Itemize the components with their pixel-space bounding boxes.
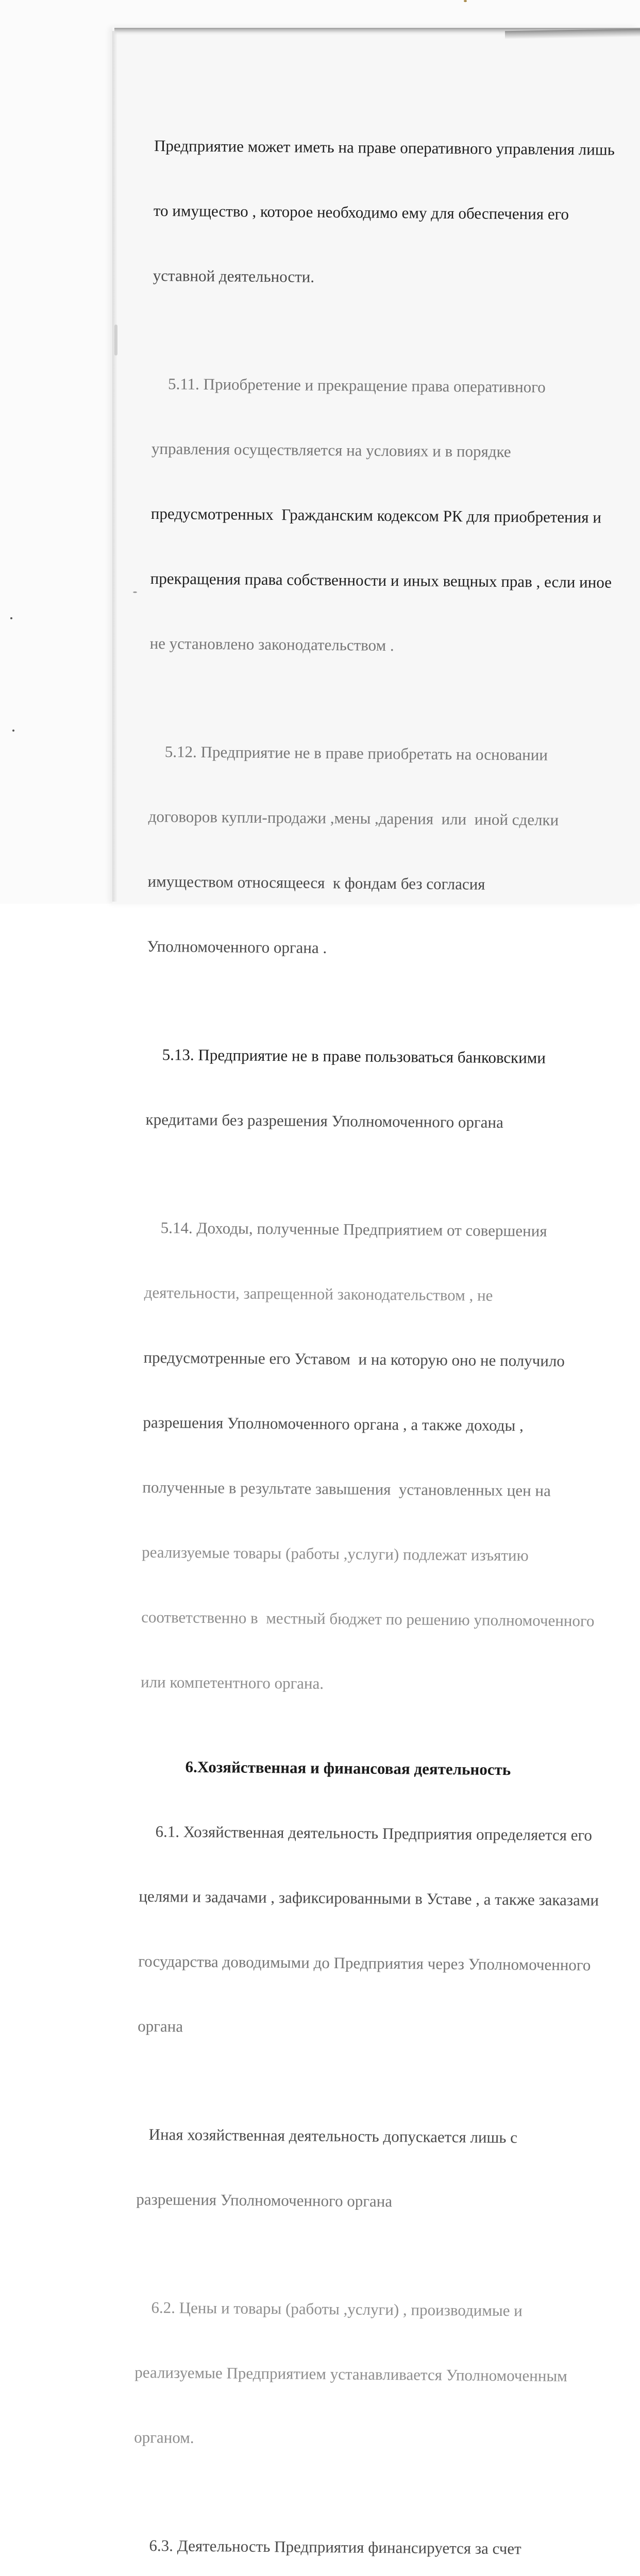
text-line: договоров купли-продажи ,мены ,дарения или иной сделки bbox=[148, 807, 559, 829]
scan-speck bbox=[133, 591, 137, 593]
paragraph-6-2 bbox=[133, 2253, 620, 2496]
paragraph-intro bbox=[153, 92, 639, 334]
text-line: деятельности, запрещенной законодательством , не bbox=[144, 1283, 493, 1304]
text-line: Иная хозяйственная деятельность допускается лишь с bbox=[137, 2125, 518, 2147]
text-line: не установлено законодательством . bbox=[149, 634, 394, 655]
paragraph-5-14 bbox=[140, 1174, 629, 1740]
text-line: 6.1. Хозяйственная деятельность Предприятия определяется его bbox=[139, 1822, 593, 1844]
text-line: то имущество , которое необходимо ему для обеспечения его bbox=[153, 201, 569, 224]
text-line: уставной деятельности. bbox=[153, 266, 315, 286]
text-line: прекращения права собственности и иных вещных прав , если иное bbox=[150, 569, 612, 591]
text-line: государства доводимыми до Предприятия через Уполномоченного bbox=[138, 1952, 591, 1974]
scan-speck bbox=[10, 617, 12, 619]
paragraph-5-11 bbox=[149, 330, 637, 702]
text-line: кредитами без разрешения Уполномоченного органа bbox=[145, 1110, 503, 1131]
text-line: 5.12. Предприятие не в праве приобретать на основании bbox=[148, 742, 548, 764]
text-line: 6.3. Деятельность Предприятия финансируется за счет bbox=[133, 2536, 521, 2558]
paragraph-6-1-other bbox=[136, 2080, 621, 2258]
text-line: органом. bbox=[134, 2428, 194, 2447]
text-line: 6.2. Цены и товары (работы ,услуги) , производимые и bbox=[135, 2298, 523, 2320]
paragraph-5-12 bbox=[147, 698, 634, 1005]
left-margin-mark bbox=[114, 325, 117, 355]
paragraph-6-3 bbox=[131, 2492, 618, 2576]
paragraph-6-1 bbox=[137, 1777, 624, 2084]
text-line: 5.11. Приобретение и прекращение права оперативного bbox=[151, 374, 546, 396]
scan-speck bbox=[464, 0, 467, 2]
text-line: Уполномоченного органа . bbox=[147, 937, 327, 957]
text-line: имуществом относящееся к фондам без согласия bbox=[147, 872, 485, 893]
scan-speck bbox=[12, 730, 14, 732]
document-body bbox=[129, 92, 639, 2576]
text-line: предусмотренных Гражданским кодексом РК для приобретения и bbox=[150, 504, 602, 527]
text-line: целями и задачами , зафиксированными в Уставе , а также заказами bbox=[139, 1887, 599, 1909]
text-line: или компетентного органа. bbox=[140, 1672, 324, 1692]
text-line: разрешения Уполномоченного органа bbox=[136, 2190, 393, 2211]
left-page-edge bbox=[112, 31, 117, 902]
text-line: реализуемые Предприятием устанавливается Уполномоченным bbox=[134, 2363, 568, 2385]
text-line: 5.14. Доходы, полученные Предприятием от совершения bbox=[144, 1218, 547, 1240]
text-line: соответственно в местный бюджет по решению уполномоченного bbox=[141, 1607, 595, 1630]
text-line: органа bbox=[138, 2016, 183, 2036]
text-line: разрешения Уполномоченного органа , а также доходы , bbox=[143, 1413, 524, 1435]
text-line: 5.13. Предприятие не в праве пользоваться банковскими bbox=[146, 1045, 546, 1067]
text-line: Предприятие может иметь на праве оперативного управления лишь bbox=[154, 136, 615, 159]
text-line: предусмотренные его Уставом и на которую оно не получило bbox=[143, 1348, 565, 1370]
section-6-heading: 6.Хозяйственная и финансовая деятельность bbox=[185, 1757, 511, 1779]
text-line: полученные в результате завышения установленных цен на bbox=[142, 1478, 551, 1500]
paragraph-5-13 bbox=[145, 1001, 631, 1178]
text-line: управления осуществляется на условиях и в порядке bbox=[151, 439, 511, 461]
text-line: реализуемые товары (работы ,услуги) подлежат изъятию bbox=[142, 1543, 529, 1565]
